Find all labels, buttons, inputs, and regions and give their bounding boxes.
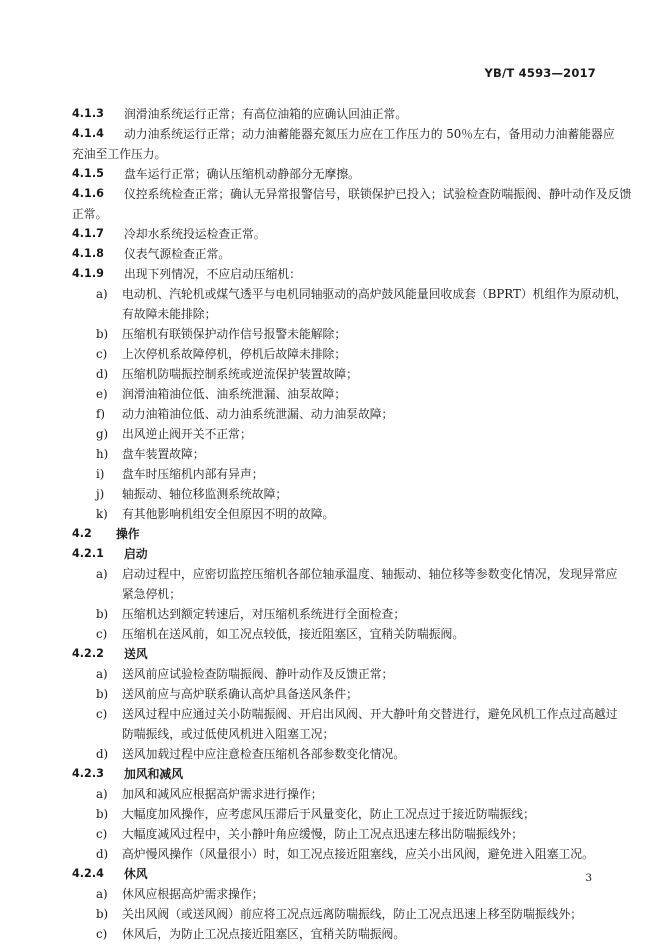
- list-item: [72, 604, 594, 624]
- clause: [72, 164, 594, 184]
- list-item-continuation: [72, 724, 594, 744]
- list-item: [72, 684, 594, 704]
- list-item: [72, 664, 594, 684]
- list-item: [72, 504, 594, 524]
- list-item: [72, 884, 594, 904]
- list-item-text: 休风应根据高炉需求操作；: [122, 887, 264, 901]
- clause: [72, 124, 615, 144]
- list-item-text: 润滑油箱油位低、油系统泄漏、油泵故障；: [122, 387, 347, 401]
- list-item-text: 高炉慢风操作（风量很小）时，如工况点接近阻塞线，应关小出风阀，避免进入阻塞工况。: [122, 847, 594, 861]
- list-item-continuation-text: 防喘振线，或过低使风机进入阻塞工况；: [122, 727, 335, 741]
- list-item-text: 加风和减风应根据高炉需求进行操作；: [122, 787, 323, 801]
- list-item: [72, 424, 594, 444]
- list-item: [72, 384, 594, 404]
- list-item-label: b): [96, 687, 109, 701]
- list-item: [72, 324, 594, 344]
- list-item-continuation: [72, 584, 594, 604]
- clause-text: 出现下列情况，不应启动压缩机：: [124, 267, 301, 281]
- list-item: [72, 624, 594, 644]
- clause: [72, 264, 594, 284]
- clause-number: 4.1.4: [72, 127, 104, 140]
- list-item: [72, 824, 594, 844]
- list-item-label: j): [96, 487, 105, 501]
- clause-continuation: [72, 144, 594, 164]
- clause-continuation-text: 充油至工作压力。: [72, 147, 167, 161]
- clause-number: 4.2.2: [72, 647, 104, 660]
- list-item: [72, 364, 594, 384]
- list-item-text: 送风过程中应通过关小防喘振阀、开启出风阀、开大静叶角交替进行，避免风机工作点过高越过: [122, 707, 618, 721]
- standard-code: YB/T 4593—2017: [484, 66, 596, 80]
- clause-number: 4.1.5: [72, 167, 104, 180]
- clause-text: 盘车运行正常；确认压缩机动静部分无摩擦。: [124, 167, 360, 181]
- clause-number: 4.1.7: [72, 227, 104, 240]
- clause-number: 4.1.8: [72, 247, 104, 260]
- clause: [72, 224, 594, 244]
- list-item-label: b): [96, 327, 109, 341]
- list-item: [72, 344, 594, 364]
- list-item-label: b): [96, 607, 109, 621]
- list-item-text: 上次停机系故障停机，停机后故障未排除；: [122, 347, 347, 361]
- clause-text: 仪表气源检查正常。: [124, 247, 231, 261]
- list-item: [72, 744, 594, 764]
- list-item-label: c): [96, 827, 108, 841]
- clause-text: 仪控系统检查正常；确认无异常报警信号，联锁保护已投入；试验检查防喘振阀、静叶动作及反馈: [124, 187, 632, 201]
- clause: [72, 244, 594, 264]
- clause-text: 冷却水系统投运检查正常。: [124, 227, 266, 241]
- list-item-label: c): [96, 927, 108, 941]
- list-item-text: 大幅度减风过程中，关小静叶角应缓慢，防止工况点迅速左移出防喘振线外；: [122, 827, 524, 841]
- clause-text: 动力油系统运行正常；动力油蓄能器充氮压力应在工作压力的 50％左右，备用动力油蓄能器应: [124, 127, 615, 141]
- list-item-continuation-text: 紧急停机；: [122, 587, 181, 601]
- heading-text: 启动: [124, 547, 148, 561]
- clause: [72, 104, 594, 124]
- list-item-label: c): [96, 707, 108, 721]
- list-item: [72, 904, 594, 924]
- list-item: [72, 444, 594, 464]
- list-item-label: k): [96, 507, 108, 521]
- list-item-label: d): [96, 847, 109, 861]
- list-item-text: 关出风阀（或送风阀）前应将工况点远离防喘振线，防止工况点迅速上移至防喘振线外；: [122, 907, 583, 921]
- list-item-label: a): [96, 787, 108, 801]
- clause-continuation: [72, 204, 594, 224]
- list-item-label: d): [96, 367, 109, 381]
- list-item: [72, 804, 594, 824]
- clause-number: 4.2: [72, 527, 92, 540]
- clause-number: 4.2.1: [72, 547, 104, 560]
- clause-text: 润滑油系统运行正常；有高位油箱的应确认回油正常。: [124, 107, 408, 121]
- section-heading: [72, 764, 594, 784]
- list-item-label: b): [96, 907, 109, 921]
- document-body: [72, 104, 632, 944]
- list-item-text: 送风前应与高炉联系确认高炉具备送风条件；: [122, 687, 358, 701]
- list-item-text: 休风后，为防止工况点接近阻塞区，宜稍关防喘振阀。: [122, 927, 406, 941]
- list-item-label: c): [96, 347, 108, 361]
- list-item-label: e): [96, 387, 108, 401]
- clause-number: 4.1.6: [72, 187, 104, 200]
- clause-number: 4.2.4: [72, 867, 104, 880]
- list-item-label: g): [96, 427, 109, 441]
- list-item-text: 压缩机有联锁保护动作信号报警未能解除；: [122, 327, 347, 341]
- page-number: 3: [585, 872, 592, 884]
- section-heading: [72, 864, 594, 884]
- list-item: [72, 284, 628, 304]
- heading-text: 操作: [116, 527, 140, 541]
- list-item-label: a): [96, 287, 108, 301]
- page-header: [485, 66, 596, 80]
- list-item-text: 电动机、汽轮机或煤气透平与电机同轴驱动的高炉鼓风能量回收成套（BPRT）机组作为原动机，: [122, 287, 628, 301]
- list-item: [72, 404, 594, 424]
- list-item: [72, 464, 594, 484]
- clause-number: 4.1.3: [72, 107, 104, 120]
- list-item: [72, 484, 594, 504]
- list-item: [72, 924, 594, 944]
- list-item-text: 盘车时压缩机内部有异声；: [122, 467, 264, 481]
- list-item-text: 轴振动、轴位移监测系统故障；: [122, 487, 288, 501]
- list-item-label: d): [96, 747, 109, 761]
- list-item: [72, 564, 618, 584]
- list-item-label: h): [96, 447, 109, 461]
- list-item-text: 动力油箱油位低、动力油系统泄漏、动力油泵故障；: [122, 407, 394, 421]
- list-item-text: 压缩机在送风前，如工况点较低，接近阻塞区，宜稍关防喘振阀。: [122, 627, 465, 641]
- clause-number: 4.2.3: [72, 767, 104, 780]
- list-item-text: 有其他影响机组安全但原因不明的故障。: [122, 507, 335, 521]
- list-item-label: c): [96, 627, 108, 641]
- list-item-label: b): [96, 807, 109, 821]
- list-item-text: 送风前应试验检查防喘振阀、静叶动作及反馈正常；: [122, 667, 394, 681]
- list-item-text: 压缩机达到额定转速后，对压缩机系统进行全面检查；: [122, 607, 406, 621]
- section-heading: [72, 644, 594, 664]
- list-item-label: a): [96, 567, 108, 581]
- heading-text: 加风和减风: [124, 767, 183, 781]
- list-item-text: 压缩机防喘振控制系统或逆流保护装置故障；: [122, 367, 358, 381]
- list-item-label: i): [96, 467, 105, 481]
- list-item-text: 出风逆止阀开关不正常；: [122, 427, 252, 441]
- list-item-continuation: [72, 304, 594, 324]
- section-heading: [72, 524, 594, 544]
- section-heading: [72, 544, 594, 564]
- clause-continuation-text: 正常。: [72, 207, 108, 221]
- list-item: [72, 704, 618, 724]
- list-item-continuation-text: 有故障未能排除；: [122, 307, 217, 321]
- list-item-label: f): [96, 407, 105, 421]
- list-item-text: 盘车装置故障；: [122, 447, 205, 461]
- list-item-text: 送风加载过程中应注意检查压缩机各部参数变化情况。: [122, 747, 406, 761]
- list-item-label: a): [96, 887, 108, 901]
- list-item: [72, 784, 594, 804]
- heading-text: 送风: [124, 647, 148, 661]
- list-item-label: a): [96, 667, 108, 681]
- list-item: [72, 844, 594, 864]
- list-item-text: 启动过程中，应密切监控压缩机各部位轴承温度、轴振动、轴位移等参数变化情况，发现异常应: [122, 567, 618, 581]
- clause: [72, 184, 632, 204]
- heading-text: 休风: [124, 867, 148, 881]
- clause-number: 4.1.9: [72, 267, 104, 280]
- list-item-text: 大幅度加风操作，应考虑风压滞后于风量变化，防止工况点过于接近防喘振线；: [122, 807, 535, 821]
